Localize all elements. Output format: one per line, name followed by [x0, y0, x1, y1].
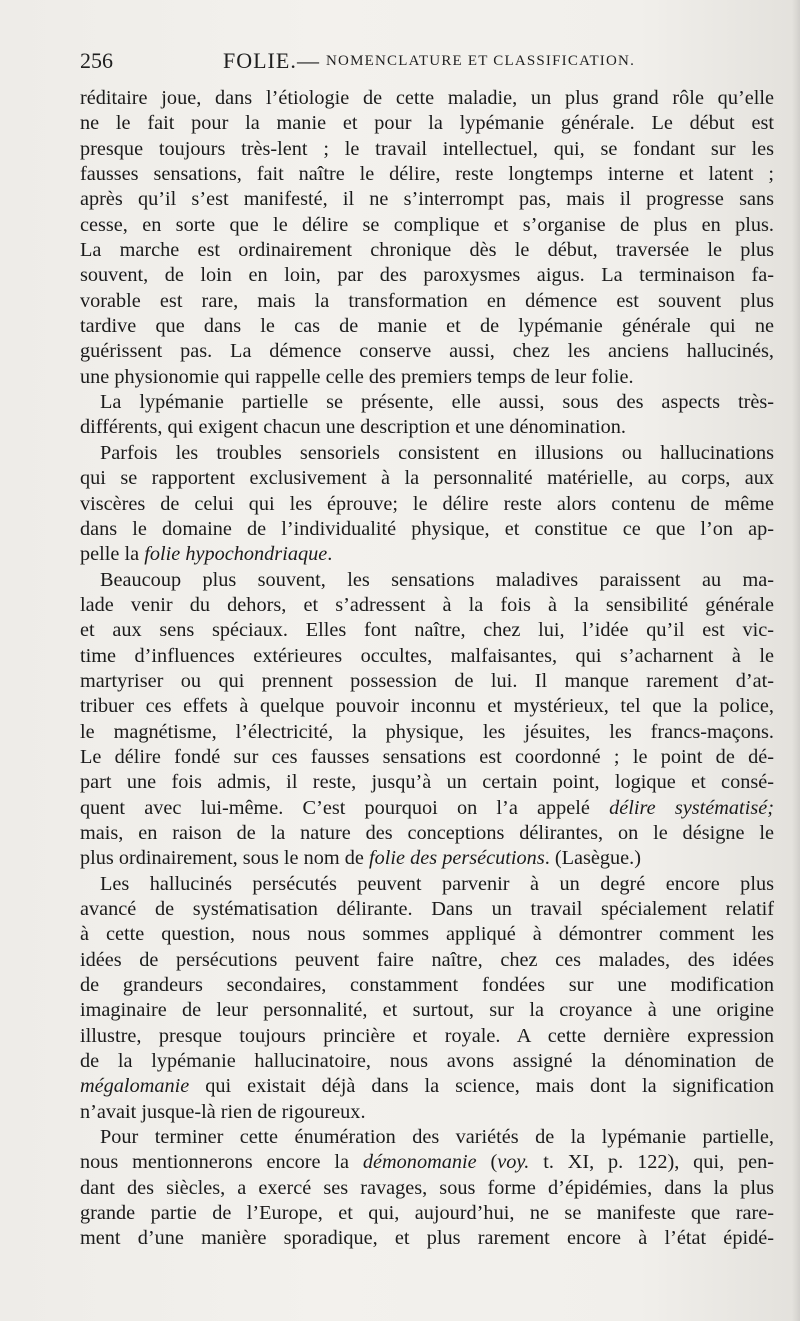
text-line: dans le domaine de l’individualité physique, et constitue ce que l’on ap-: [80, 517, 774, 540]
page-edge-shadow: [792, 0, 800, 1321]
text-line: souvent, de loin en loin, par des paroxysmes aigus. La terminaison fa-: [80, 264, 774, 287]
text-line: le magnétisme, l’électricité, la physique, les jésuites, les francs-maçons.: [80, 720, 774, 743]
text-line: guérissent pas. La démence conserve aussi, chez les anciens hallucinés,: [80, 340, 774, 363]
text-run: (: [476, 1151, 498, 1174]
text-line: La lypémanie partielle se présente, elle aussi, sous des aspects très-: [100, 391, 774, 414]
text-line: presque toujours très-lent ; le travail intellectuel, qui, se fondant sur les: [80, 137, 774, 160]
header-subtitle: NOMENCLATURE ET CLASSIFICATION.: [326, 53, 636, 69]
text-line: qui se rapportent exclusivement à la personnalité matérielle, au corps, aux: [80, 467, 774, 490]
text-line: part une fois admis, il reste, jusqu’à un certain point, logique et consé-: [80, 771, 774, 794]
text-line: martyriser ou qui prennent possession de lui. Il manque rarement d’at-: [80, 669, 774, 692]
text-run: nous mentionnerons encore la: [80, 1151, 363, 1174]
text-line: tardive que dans le cas de manie et de lypémanie générale qui ne: [80, 315, 774, 338]
text-line: avancé de systématisation délirante. Dans un travail spécialement relatif: [80, 898, 774, 920]
text-line: et aux sens spéciaux. Elles font naître, chez lui, l’idée qu’il est vic-: [80, 619, 774, 642]
text-line: vorable est rare, mais la transformation en démence est souvent plus: [80, 289, 774, 312]
text-line: différents, qui exigent chacun une description et une dénomination.: [80, 416, 626, 439]
running-head: [80, 48, 780, 78]
text-line: n’avait jusque-là rien de rigoureux.: [80, 1100, 366, 1123]
text-line: mais, en raison de la nature des conceptions délirantes, on le désigne le: [80, 821, 774, 844]
text-run: plus ordinairement, sous le nom de: [80, 847, 369, 870]
body-text: [80, 86, 774, 1252]
text-line: à cette question, nous nous sommes appliqué à démontrer comment les: [80, 923, 774, 946]
text-line: viscères de celui qui les éprouve; le délire reste alors contenu de même: [80, 492, 774, 515]
text-run: t. XI, p. 122), qui, pen-: [529, 1151, 775, 1174]
text-run: quent avec lui-même. C’est pourquoi on l’a appelé: [80, 796, 610, 819]
text-line: [80, 1074, 774, 1099]
text-line: Beaucoup plus souvent, les sensations maladives paraissent au ma-: [100, 568, 774, 591]
text-line: grande partie de l’Europe, et qui, aujourd’hui, ne se manifeste que rare-: [80, 1202, 774, 1225]
text-line: illustre, presque toujours princière et royale. A cette dernière expression: [80, 1024, 774, 1047]
text-line: Pour terminer cette énumération des variétés de la lypémanie partielle,: [100, 1126, 774, 1149]
header-title: FOLIE.: [223, 48, 297, 73]
text-line: [80, 846, 774, 871]
italic-term: folie des persécutions: [368, 847, 545, 870]
text-line: ment d’une manière sporadique, et plus rarement encore à l’état épidé-: [80, 1227, 774, 1250]
text-line: une physionomie qui rappelle celle des premiers temps de leur folie.: [80, 365, 634, 388]
text-run: . (Lasègue.): [544, 847, 642, 870]
text-line: idées de persécutions peuvent faire naître, chez ces malades, des idées: [80, 948, 774, 971]
text-line: [80, 542, 774, 567]
italic-term: démonomanie: [362, 1151, 477, 1174]
text-line: Les hallucinés persécutés peuvent parvenir à un degré encore plus: [100, 872, 774, 895]
italic-term: mégalomanie: [80, 1075, 190, 1098]
text-line: Le délire fondé sur ces fausses sensations est coordonné ; le point de dé-: [80, 745, 774, 768]
text-line: [80, 1150, 774, 1175]
text-line: imaginaire de leur personnalité, et surtout, sur la croyance à une origine: [80, 999, 774, 1022]
text-line: [80, 796, 774, 821]
text-line: réditaire joue, dans l’étiologie de cette maladie, un plus grand rôle qu’elle: [80, 87, 774, 109]
text-line: de grandeurs secondaires, constamment fondées sur une modification: [80, 974, 774, 997]
text-line: après qu’il s’est manifesté, il ne s’interrompt pas, mais il progresse sans: [80, 188, 774, 211]
text-line: Parfois les troubles sensoriels consistent en illusions ou hallucinations: [100, 441, 774, 464]
page-number: 256: [80, 48, 113, 73]
text-line: tribuer ces effets à quelque pouvoir inconnu et mystérieux, tel que la police,: [80, 695, 774, 718]
text-line: de la lypémanie hallucinatoire, nous avons assigné la dénomination de: [80, 1050, 774, 1073]
header-dash: —: [297, 48, 319, 73]
text-run: qui existait déjà dans la science, mais dont la signification: [189, 1075, 774, 1098]
text-line: dant des siècles, a exercé ses ravages, sous forme d’épidémies, dans la plus: [80, 1176, 774, 1199]
text-line: La marche est ordinairement chronique dès le début, traversée le plus: [80, 239, 774, 262]
text-line: cesse, en sorte que le délire se complique et s’organise de plus en plus.: [80, 213, 774, 236]
text-run: .: [327, 543, 333, 566]
text-line: time d’influences extérieures occultes, malfaisantes, qui s’acharnent à le: [80, 644, 774, 667]
text-line: lade venir du dehors, et s’adressent à la fois à la sensibilité générale: [80, 593, 774, 616]
italic-term: délire systématisé;: [609, 796, 774, 819]
text-line: fausses sensations, fait naître le délire, reste longtemps interne et latent ;: [80, 163, 774, 186]
text-run: pelle la: [80, 543, 145, 566]
italic-term: voy.: [497, 1151, 530, 1174]
italic-term: folie hypochondriaque: [144, 543, 328, 566]
text-line: ne le fait pour la manie et pour la lypémanie générale. Le début est: [80, 112, 774, 135]
